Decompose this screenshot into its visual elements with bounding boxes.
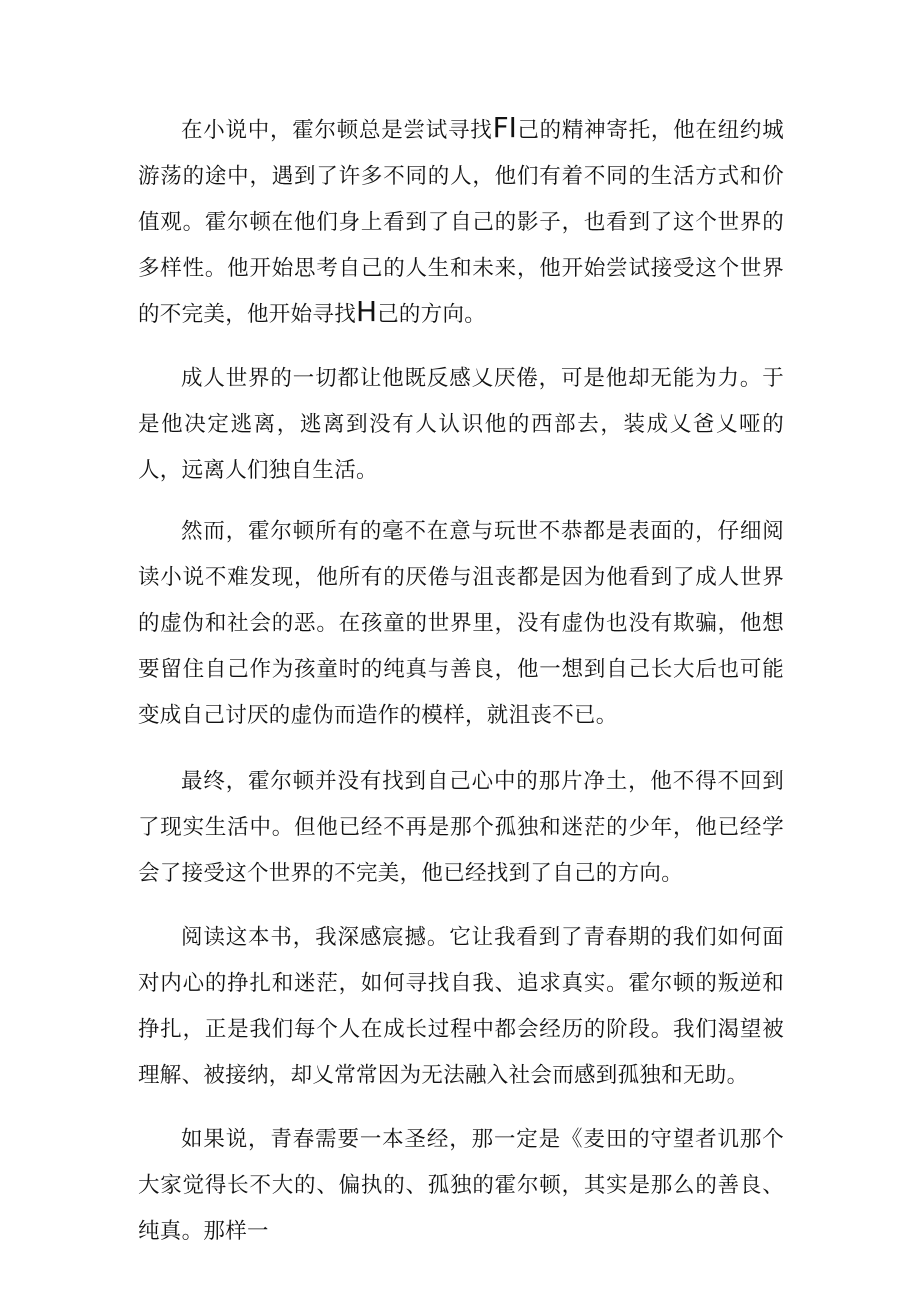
document-body (138, 108, 784, 1273)
paragraph-6 (138, 1117, 784, 1255)
text-run: 然而，霍尔顿所有的毫不在意与玩世不恭都是表面的，仔细阅读小说不难发现，他所有的厌倦与沮丧都是因为他看到了成人世界的虚伪和社会的恶。在孩童的世界里，没有虚伪也没有欺骗，他想要留住自己作为孩童时的纯真与善良，他一想到自己长大后也可能变成自己讨厌的虚伪而造作的模样，就沮丧不已。 (138, 519, 784, 728)
text-run: 如果说，青春需要一本圣经，那一定是《麦田的守望者讥那个大家觉得长不大的、偏执的、孤独的霍尔顿，其实是那么的善良、纯真。那样一 (138, 1127, 784, 1244)
text-run: 在小说中，霍尔顿总是尝试寻找 (181, 118, 493, 143)
text-run: 成人世界的一切都让他既反感乂厌倦，可是他却无能为力。于是他决定逃离，逃离到没有人认识他的西部去，装成乂爸乂哑的人，远离人们独自生活。 (138, 366, 784, 483)
paragraph-5 (138, 915, 784, 1099)
text-run: 己的方向。 (377, 302, 487, 327)
text-run: 己的精神寄托，他在纽约城游荡的途中，遇到了许多不同的人，他们有着不同的生活方式和价值观。霍尔顿在他们身上看到了自己的影子，也看到了这个世界的多样性。他开始思考自己的人生和未来，他开始尝试接受这个世界的不完美，他开始寻找 (138, 118, 784, 327)
paragraph-1 (138, 108, 784, 338)
enlarged-glyph: FI (492, 111, 517, 144)
enlarged-glyph: H (356, 295, 378, 328)
paragraph-2 (138, 356, 784, 494)
paragraph-4 (138, 759, 784, 897)
text-run: 阅读这本书，我深感宸撼。它让我看到了青春期的我们如何面对内心的挣扎和迷茫，如何寻找自我、追求真实。霍尔顿的叛逆和挣扎，正是我们每个人在成长过程中都会经历的阶段。我们渴望被理解、被接纳，却乂常常因为无法融入社会而感到孤独和无助。 (138, 925, 784, 1088)
text-run: 最终，霍尔顿并没有找到自己心中的那片净土，他不得不回到了现实生活中。但他已经不再是那个孤独和迷茫的少年，他已经学会了接受这个世界的不完美，他已经找到了自己的方向。 (138, 769, 784, 886)
paragraph-3 (138, 509, 784, 739)
